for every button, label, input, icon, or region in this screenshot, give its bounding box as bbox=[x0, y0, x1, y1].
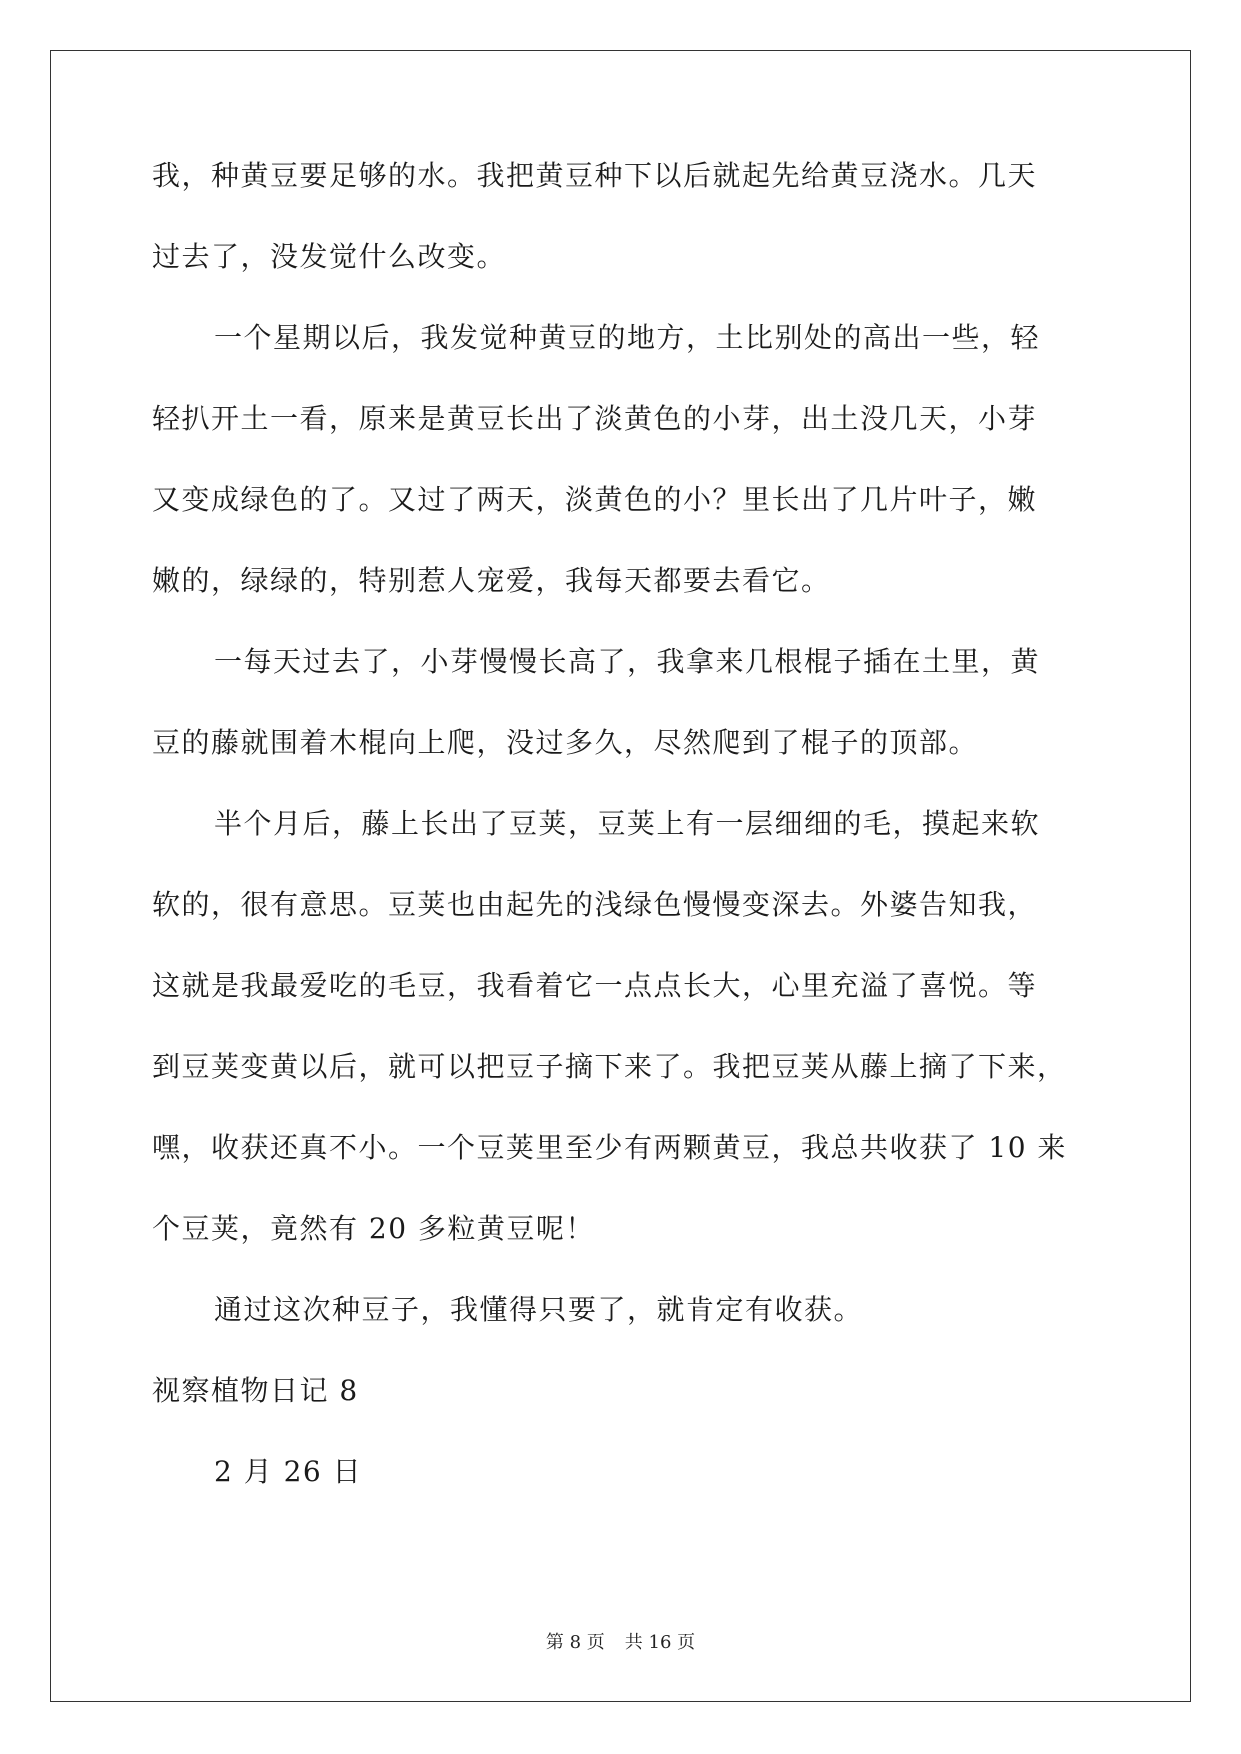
text-line: 我，种黄豆要足够的水。我把黄豆种下以后就起先给黄豆浇水。几天 bbox=[152, 159, 1038, 192]
text-line: 嘿，收获还真不小。一个豆荚里至少有两颗黄豆，我总共收获了 10 来 bbox=[152, 1131, 1067, 1164]
document-body bbox=[152, 160, 1112, 1537]
text-line: 到豆荚变黄以后，就可以把豆子摘下来了。我把豆荚从藤上摘了下来， bbox=[152, 1050, 1067, 1083]
paragraph-start-line: 一每天过去了，小芽慢慢长高了，我拿来几根棍子插在土里，黄 bbox=[214, 645, 1041, 678]
page-number: 第 8 页 bbox=[545, 1632, 605, 1653]
paragraph-start-line: 一个星期以后，我发觉种黄豆的地方，土比别处的高出一些，轻 bbox=[214, 321, 1041, 354]
text-line: 嫩的，绿绿的，特别惹人宠爱，我每天都要去看它。 bbox=[152, 564, 831, 597]
text-line: 又变成绿色的了。又过了两天，淡黄色的小？里长出了几片叶子，嫩 bbox=[152, 483, 1038, 516]
diary-date: 2 月 26 日 bbox=[214, 1455, 363, 1488]
text-line: 轻扒开土一看，原来是黄豆长出了淡黄色的小芽，出土没几天，小芽 bbox=[152, 402, 1038, 435]
text-line: 过去了，没发觉什么改变。 bbox=[152, 240, 507, 273]
page-footer bbox=[0, 1632, 1241, 1654]
page-total: 共 16 页 bbox=[624, 1632, 696, 1653]
text-line: 豆的藤就围着木棍向上爬，没过多久，尽然爬到了棍子的顶部。 bbox=[152, 726, 979, 759]
paragraph-start-line: 半个月后，藤上长出了豆荚，豆荚上有一层细细的毛，摸起来软 bbox=[214, 807, 1041, 840]
section-heading: 视察植物日记 8 bbox=[152, 1374, 359, 1407]
paragraph-start-line: 通过这次种豆子，我懂得只要了，就肯定有收获。 bbox=[214, 1293, 864, 1326]
text-line: 软的，很有意思。豆荚也由起先的浅绿色慢慢变深去。外婆告知我， bbox=[152, 888, 1038, 921]
text-line: 个豆荚，竟然有 20 多粒黄豆呢！ bbox=[152, 1212, 595, 1245]
text-line: 这就是我最爱吃的毛豆，我看着它一点点长大，心里充溢了喜悦。等 bbox=[152, 969, 1038, 1002]
